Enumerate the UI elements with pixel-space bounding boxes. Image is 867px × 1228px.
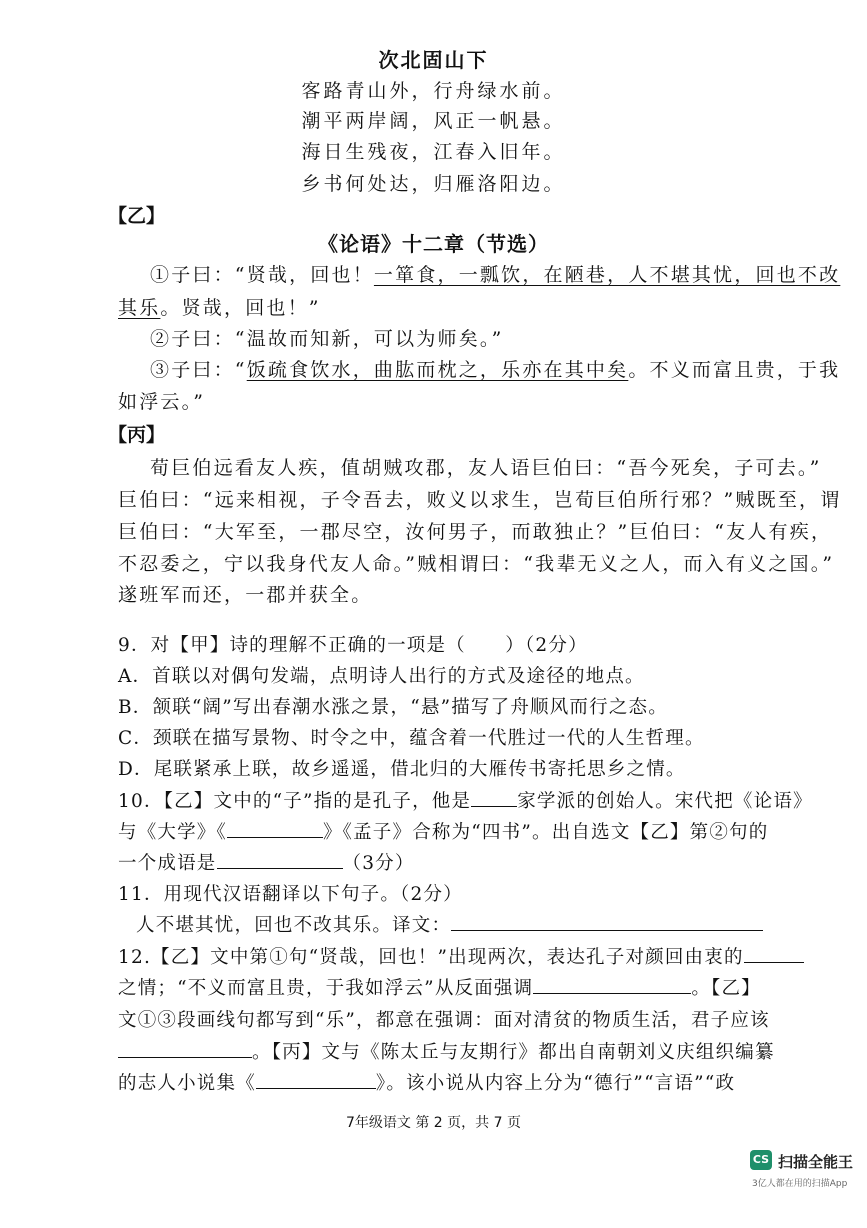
question-12-cont (118, 1069, 735, 1095)
lunyu-para-1-cont (118, 293, 321, 320)
underlined-sentence: 一箪食，一瓢饮，在陋巷，人不堪其忧，回也不改 (373, 264, 841, 286)
question-12 (118, 943, 804, 969)
question-10 (118, 787, 813, 813)
page-footer: 7年级语文 第 2 页，共 7 页 (346, 1115, 521, 1131)
question-text: 家学派的创始人。宋代把《论语》 (517, 791, 813, 812)
poem-title: 次北固山下 (378, 48, 489, 72)
option-a: A．首联以对偶句发端，点明诗人出行的方式及途径的地点。 (118, 666, 645, 687)
scanner-watermark (750, 1150, 860, 1220)
question-11: 11．用现代汉语翻译以下句子。（2分） (118, 884, 463, 905)
underlined-sentence: 饭疏食饮水，曲肱而枕之，乐亦在其中矣 (246, 359, 629, 381)
question-text: 人不堪其忧，回也不改其乐。译文： (136, 915, 452, 936)
answer-blank[interactable] (256, 1070, 376, 1089)
question-text: 10．【乙】文中的“子”指的是孔子，他是 (118, 791, 472, 812)
question-text: 。【丙】文与《陈太丘与友期行》都出自南朝刘义庆组织编纂 (252, 1042, 775, 1063)
lunyu-text: 。不义而富且贵，于我 (628, 359, 841, 381)
bing-line: 巨伯曰：“远来相视，子令吾去，败义以求生，岂荀巨伯所行邪？”贼既至，谓 (118, 489, 842, 511)
poem-line: 海日生残夜，江春入旧年。 (301, 141, 566, 163)
answer-blank[interactable] (533, 975, 691, 994)
question-text: 的志人小说集《 (118, 1073, 256, 1094)
watermark-name: 扫描全能王 (778, 1153, 854, 1171)
answer-blank[interactable] (227, 819, 323, 838)
section-marker-bing: 【丙】 (108, 424, 166, 446)
poem-line: 潮平两岸阔，风正一帆悬。 (301, 110, 566, 132)
question-12-cont: 文①③段画线句都写到“乐”，都意在强调：面对清贫的物质生活，君子应该 (118, 1010, 770, 1031)
bing-line: 不忍委之，宁以我身代友人命。”贼相谓曰：“我辈无义之人，而入有义之国。” (118, 553, 835, 575)
option-d: D．尾联紧承上联，故乡遥遥，借北归的大雁传书寄托思乡之情。 (118, 759, 686, 780)
camscanner-logo-icon: CS (750, 1150, 772, 1170)
poem-line: 乡书何处达，归雁洛阳边。 (301, 173, 566, 195)
option-b: B．颔联“阔”写出春潮水涨之景，“悬”描写了舟顺风而行之态。 (118, 697, 668, 718)
question-12-cont (118, 974, 761, 1000)
lunyu-para-1 (150, 260, 840, 287)
question-text: 与《大学》《 (118, 822, 227, 843)
answer-blank[interactable] (217, 850, 343, 869)
question-text: 一个成语是 (118, 853, 217, 874)
question-text: 之情；“不义而富且贵，于我如浮云”从反面强调 (118, 978, 534, 999)
lunyu-text: ③子曰：“ (150, 359, 247, 381)
answer-blank[interactable] (118, 1039, 252, 1058)
lunyu-title: 《论语》十二章（节选） (318, 232, 549, 256)
option-c: C．颈联在描写景物、时令之中，蕴含着一代胜过一代的人生哲理。 (118, 728, 705, 749)
answer-blank[interactable] (451, 912, 763, 931)
question-text: 》《孟子》合称为“四书”。出自选文【乙】第②句的 (322, 822, 769, 843)
question-11-sentence (136, 911, 763, 937)
bing-line: 荀巨伯远看友人疾，值胡贼攻郡，友人语巨伯曰：“吾今死矣，子可去。” (150, 457, 822, 479)
answer-blank[interactable] (744, 944, 804, 963)
lunyu-para-2: ②子曰：“温故而知新，可以为师矣。” (150, 328, 504, 350)
bing-line: 巨伯曰：“大军至，一郡尽空，汝何男子，而敢独止？”巨伯曰：“友人有疾， (118, 521, 833, 543)
underlined-sentence: 其乐 (118, 297, 161, 319)
lunyu-text: 。贤哉，回也！” (160, 297, 321, 319)
question-9: 9．对【甲】诗的理解不正确的一项是（ ）（2分） (118, 635, 588, 656)
question-10-cont (118, 818, 768, 844)
section-marker-yi: 【乙】 (108, 205, 166, 227)
lunyu-para-3 (150, 355, 840, 382)
question-text: （3分） (342, 853, 415, 874)
question-12-cont (118, 1038, 775, 1064)
question-text: 。【乙】 (691, 978, 761, 999)
question-10-cont (118, 849, 415, 875)
question-text: 12.【乙】文中第①句“贤哉，回也！”出现两次，表达孔子对颜回由衷的 (118, 947, 744, 968)
poem-line: 客路青山外，行舟绿水前。 (301, 80, 566, 102)
question-text: 》。该小说从内容上分为“德行”“言语”“政 (375, 1073, 736, 1094)
lunyu-para-3-cont: 如浮云。” (118, 391, 206, 413)
lunyu-text: ①子曰：“贤哉，回也！ (150, 264, 374, 286)
answer-blank[interactable] (471, 788, 517, 807)
watermark-tagline: 3亿人都在用的扫描App (752, 1179, 848, 1189)
bing-line: 遂班军而还，一郡并获全。 (118, 584, 373, 606)
